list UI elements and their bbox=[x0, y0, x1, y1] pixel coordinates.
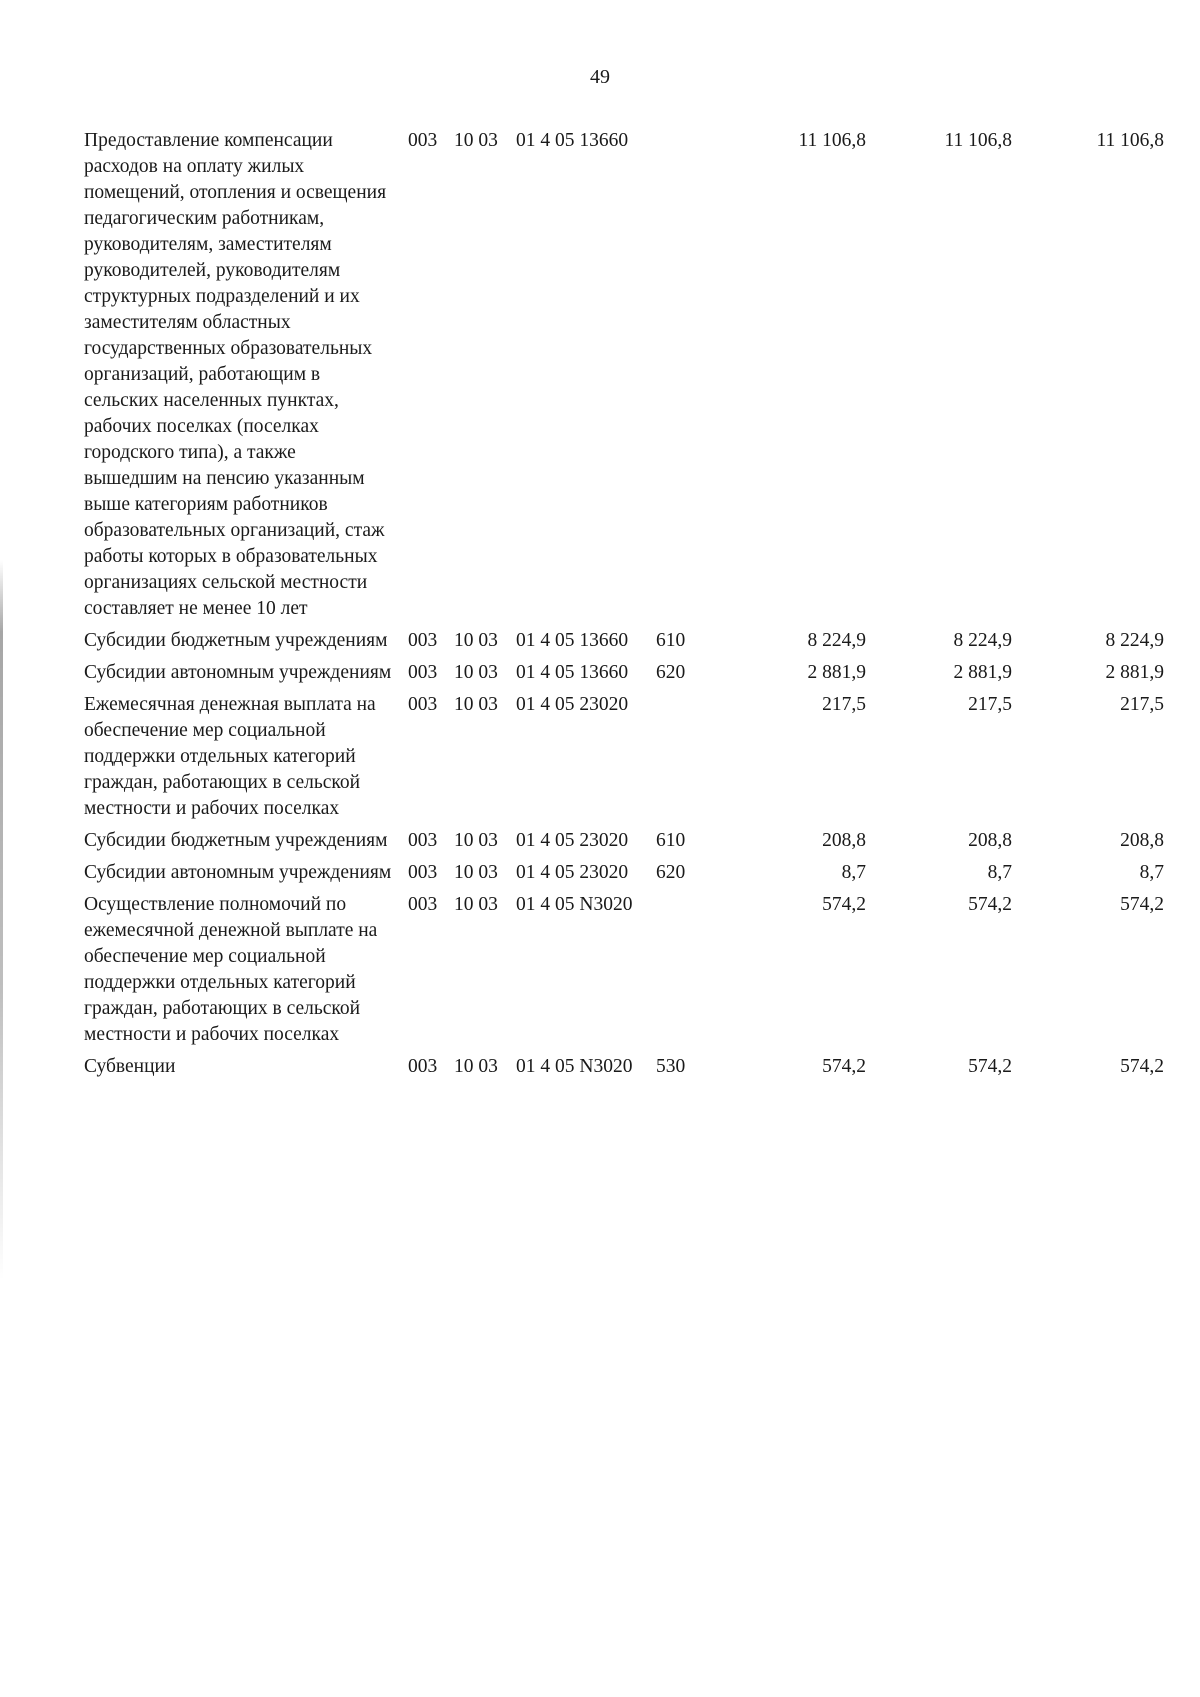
row-section-code: 10 03 bbox=[454, 830, 498, 851]
row-amount-year3: 217,5 bbox=[1120, 694, 1164, 715]
row-amount-year2: 574,2 bbox=[968, 1056, 1012, 1077]
row-amount-year2: 574,2 bbox=[968, 894, 1012, 915]
scan-edge-shadow bbox=[0, 560, 3, 1280]
row-name: Субвенции bbox=[84, 1056, 176, 1077]
row-target-code: 01 4 05 13660 bbox=[516, 630, 629, 651]
row-amount-year3: 2 881,9 bbox=[1105, 662, 1164, 683]
table-row bbox=[84, 692, 1164, 828]
row-amount-year2: 208,8 bbox=[968, 830, 1012, 851]
row-ministry-code: 003 bbox=[408, 1056, 438, 1077]
row-section-code: 10 03 bbox=[454, 1056, 498, 1077]
row-amount-year1: 2 881,9 bbox=[807, 662, 866, 683]
row-name: Субсидии бюджетным учреждениям bbox=[84, 630, 388, 651]
row-target-code: 01 4 05 13660 bbox=[516, 130, 629, 151]
table-row bbox=[84, 128, 1164, 628]
row-section-code: 10 03 bbox=[454, 130, 498, 151]
row-expense-type: 610 bbox=[656, 630, 686, 651]
row-name: Субсидии бюджетным учреждениям bbox=[84, 830, 388, 851]
row-section-code: 10 03 bbox=[454, 894, 498, 915]
row-ministry-code: 003 bbox=[408, 862, 438, 883]
row-amount-year2: 2 881,9 bbox=[953, 662, 1012, 683]
row-amount-year1: 208,8 bbox=[822, 830, 866, 851]
row-expense-type: 620 bbox=[656, 662, 686, 683]
row-section-code: 10 03 bbox=[454, 862, 498, 883]
row-ministry-code: 003 bbox=[408, 630, 438, 651]
row-amount-year3: 574,2 bbox=[1120, 1056, 1164, 1077]
budget-table bbox=[84, 128, 1164, 1086]
row-amount-year3: 208,8 bbox=[1120, 830, 1164, 851]
row-name: Субсидии автономным учреждениям bbox=[84, 662, 392, 683]
table-row bbox=[84, 628, 1164, 660]
row-ministry-code: 003 bbox=[408, 830, 438, 851]
row-expense-type: 530 bbox=[656, 1056, 686, 1077]
page-number: 49 bbox=[590, 66, 610, 88]
row-amount-year1: 11 106,8 bbox=[798, 130, 866, 151]
row-expense-type bbox=[656, 892, 716, 1054]
row-amount-year1: 8,7 bbox=[841, 862, 866, 883]
row-amount-year3: 8,7 bbox=[1139, 862, 1164, 883]
row-amount-year3: 11 106,8 bbox=[1096, 130, 1164, 151]
row-ministry-code: 003 bbox=[408, 130, 438, 151]
row-amount-year1: 574,2 bbox=[822, 894, 866, 915]
row-section-code: 10 03 bbox=[454, 630, 498, 651]
row-expense-type bbox=[656, 692, 716, 828]
row-amount-year2: 11 106,8 bbox=[944, 130, 1012, 151]
row-amount-year3: 8 224,9 bbox=[1105, 630, 1164, 651]
row-name: Субсидии автономным учреждениям bbox=[84, 862, 392, 883]
row-target-code: 01 4 05 23020 bbox=[516, 694, 629, 715]
row-amount-year1: 8 224,9 bbox=[807, 630, 866, 651]
row-expense-type bbox=[656, 128, 716, 628]
row-target-code: 01 4 05 N3020 bbox=[516, 1056, 633, 1077]
row-target-code: 01 4 05 23020 bbox=[516, 862, 629, 883]
row-amount-year1: 574,2 bbox=[822, 1056, 866, 1077]
row-name: Предоставление компенсации расходов на оплату жилых помещений, отопления и освещения педагогическим работникам, руководителям, заместителям руководителей, руководителям структурных подразделений и их заместителям областных государственных образовательных организаций, работающим в сельских населенных пунктах, рабочих поселках (поселках городского типа), а также вышедшим на пенсию указанным выше категориям работников образовательных организаций, стаж работы которых в образовательных организациях сельской местности составляет не менее 10 лет bbox=[84, 130, 387, 619]
row-ministry-code: 003 bbox=[408, 694, 438, 715]
row-target-code: 01 4 05 13660 bbox=[516, 662, 629, 683]
row-amount-year1: 217,5 bbox=[822, 694, 866, 715]
row-target-code: 01 4 05 23020 bbox=[516, 830, 629, 851]
row-amount-year2: 217,5 bbox=[968, 694, 1012, 715]
table-row bbox=[84, 828, 1164, 860]
table-row bbox=[84, 660, 1164, 692]
row-amount-year2: 8 224,9 bbox=[953, 630, 1012, 651]
row-ministry-code: 003 bbox=[408, 662, 438, 683]
row-ministry-code: 003 bbox=[408, 894, 438, 915]
row-amount-year2: 8,7 bbox=[987, 862, 1012, 883]
row-amount-year3: 574,2 bbox=[1120, 894, 1164, 915]
row-section-code: 10 03 bbox=[454, 694, 498, 715]
table-row bbox=[84, 1054, 1164, 1086]
row-target-code: 01 4 05 N3020 bbox=[516, 894, 633, 915]
row-section-code: 10 03 bbox=[454, 662, 498, 683]
table-row bbox=[84, 892, 1164, 1054]
table-row bbox=[84, 860, 1164, 892]
row-expense-type: 620 bbox=[656, 862, 686, 883]
row-name: Ежемесячная денежная выплата на обеспечение мер социальной поддержки отдельных категорий граждан, работающих в сельской местности и рабочих поселках bbox=[84, 694, 376, 819]
row-name: Осуществление полномочий по ежемесячной денежной выплате на обеспечение мер социальной поддержки отдельных категорий граждан, работающих в сельской местности и рабочих поселках bbox=[84, 894, 378, 1045]
row-expense-type: 610 bbox=[656, 830, 686, 851]
